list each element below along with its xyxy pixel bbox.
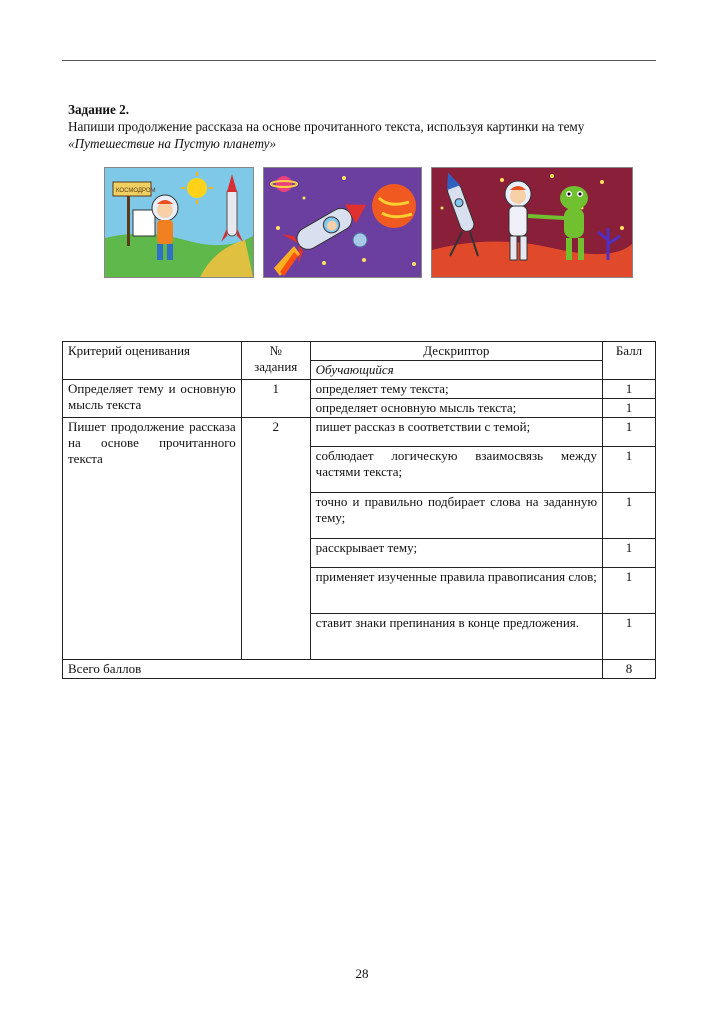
score-cell: 1	[603, 493, 656, 539]
descriptor-cell: пишет рассказ в соответствии с темой;	[310, 418, 602, 447]
descriptor-cell: точно и правильно подбирает слова на заданную тему;	[310, 493, 602, 539]
total-value: 8	[603, 660, 656, 679]
descriptor-cell: расскрывает тему;	[310, 539, 602, 568]
task-instruction: Напиши продолжение рассказа на основе прочитанного текста, используя картинки на тему	[68, 119, 585, 134]
header-descriptor: Дескриптор	[310, 342, 602, 361]
task-block	[68, 101, 668, 152]
score-cell: 1	[603, 539, 656, 568]
task-number-cell: 1	[241, 380, 310, 418]
descriptor-cell: определяет основную мысль текста;	[310, 399, 602, 418]
header-rule	[62, 60, 656, 61]
score-cell: 1	[603, 418, 656, 447]
task-title: Задание 2.	[68, 102, 130, 117]
descriptor-cell: определяет тему текста;	[310, 380, 602, 399]
header-criterion: Критерий оценивания	[63, 342, 242, 380]
score-cell: 1	[603, 380, 656, 399]
cosmodrome-sign: КОСМОДРОМ	[116, 188, 156, 194]
task-number-cell: 2	[241, 418, 310, 660]
header-score: Балл	[603, 342, 656, 380]
boy-astronaut-at-cosmodrome-picture	[104, 167, 254, 278]
criterion-cell: Пишет продолжение рассказа на основе прочитанного текста	[63, 418, 242, 660]
task-topic: «Путешествие на Пустую планету»	[68, 136, 277, 151]
descriptor-cell: соблюдает логическую взаимосвязь между частями текста;	[310, 447, 602, 493]
descriptor-cell: ставит знаки препинания в конце предложения.	[310, 614, 602, 660]
score-cell: 1	[603, 447, 656, 493]
header-task-number: № задания	[241, 342, 310, 380]
header-learner: Обучающийся	[310, 361, 602, 380]
descriptor-cell: применяет изученные правила правописания слов;	[310, 568, 602, 614]
boy-meets-alien-picture	[431, 167, 633, 278]
total-label: Всего баллов	[63, 660, 603, 679]
boy-in-rocket-picture	[263, 167, 422, 278]
score-cell: 1	[603, 568, 656, 614]
criterion-cell: Определяет тему и основную мысль текста	[63, 380, 242, 418]
score-cell: 1	[603, 614, 656, 660]
score-cell: 1	[603, 399, 656, 418]
page-number: 28	[355, 966, 369, 981]
grading-table	[62, 341, 656, 679]
